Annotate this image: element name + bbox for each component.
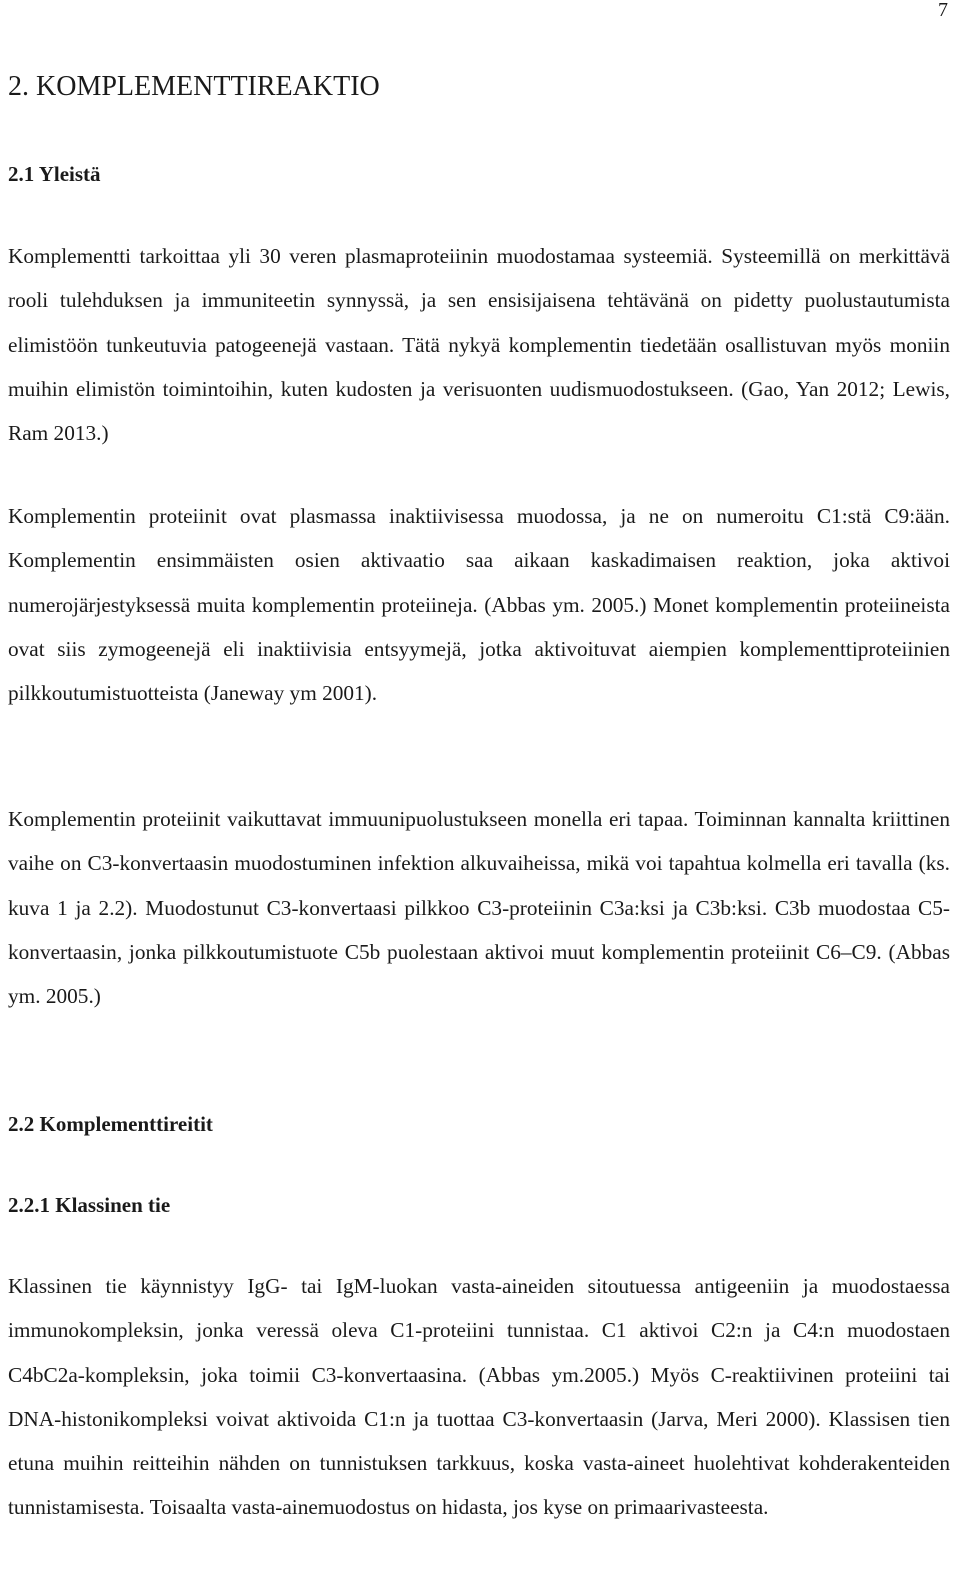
paragraph-c3-convertase: Komplementin proteiinit vaikuttavat immuunipuolustukseen monella eri tapaa. Toiminnan kannalta kriittinen vaihe on C3-konvertaasin muodostuminen infektion alkuvaiheissa, mikä voi tapahtua kolmella eri tavalla (ks. kuva 1 ja 2.2). Muodostunut C3-konvertaasi pilkkoo C3-proteiinin C3a:ksi ja C3b:ksi. C3b muodostaa C5-konvertaasin, jonka pilkkoutumistuote C5b puolestaan aktivoi muut komplementin proteiinit C6–C9. (Abbas ym. 2005.) (8, 807, 950, 1009)
section-heading-2-2: 2.2 Komplementtireitit (8, 1112, 213, 1136)
paragraph-proteins: Komplementin proteiinit ovat plasmassa inaktiivisessa muodossa, ja ne on numeroitu C1:stä C9:ään. Komplementin ensimmäisten osien aktivaatio saa aikaan kaskadimaisen reaktion, joka aktivoi numerojärjestyksessä muita komplementin proteiineja. (Abbas ym. 2005.) Monet komplementin proteiineista ovat siis zymogeenejä eli inaktiivisia entsyymejä, jotka aktivoituvat aiempien komplementtiproteiinien pilkkoutumistuotteista (Janeway ym 2001). (8, 504, 950, 706)
paragraph-classical-pathway: Klassinen tie käynnistyy IgG- tai IgM-luokan vasta-aineiden sitoutuessa antigeeniin ja muodostaessa immunokompleksin, jonka veressä oleva C1-proteiini tunnistaa. C1 aktivoi C2:n ja C4:n muodostaen C4bC2a-kompleksin, joka toimii C3-konvertaasina. (Abbas ym.2005.) Myös C-reaktiivinen proteiini tai DNA-histonikompleksi voivat aktivoida C1:n ja tuottaa C3-konvertaasin (Jarva, Meri 2000). Klassisen tien etuna muihin reitteihin nähden on tunnistuksen tarkkuus, koska vasta-aineet huolehtivat kohderakenteiden tunnistamisesta. Toisaalta vasta-ainemuodostus on hidasta, jos kyse on primaarivasteesta. (8, 1274, 950, 1520)
section-heading-2-2-1: 2.2.1 Klassinen tie (8, 1193, 171, 1217)
page-number: 7 (938, 0, 948, 21)
section-heading-2-1: 2.1 Yleistä (8, 162, 101, 186)
chapter-title: 2. KOMPLEMENTTIREAKTIO (8, 71, 380, 102)
paragraph-intro: Komplementti tarkoittaa yli 30 veren plasmaproteiinin muodostamaa systeemiä. Systeemillä on merkittävä rooli tulehduksen ja immuniteetin synnyssä, ja sen ensisijaisena tehtävänä on pidetty puolustautumista elimistöön tunkeutuvia patogeenejä vastaan. Tätä nykyä komplementin tiedetään osallistuvan myös moniin muihin elimistön toimintoihin, kuten kudosten ja verisuonten uudismuodostukseen. (Gao, Yan 2012; Lewis, Ram 2013.) (8, 244, 950, 446)
